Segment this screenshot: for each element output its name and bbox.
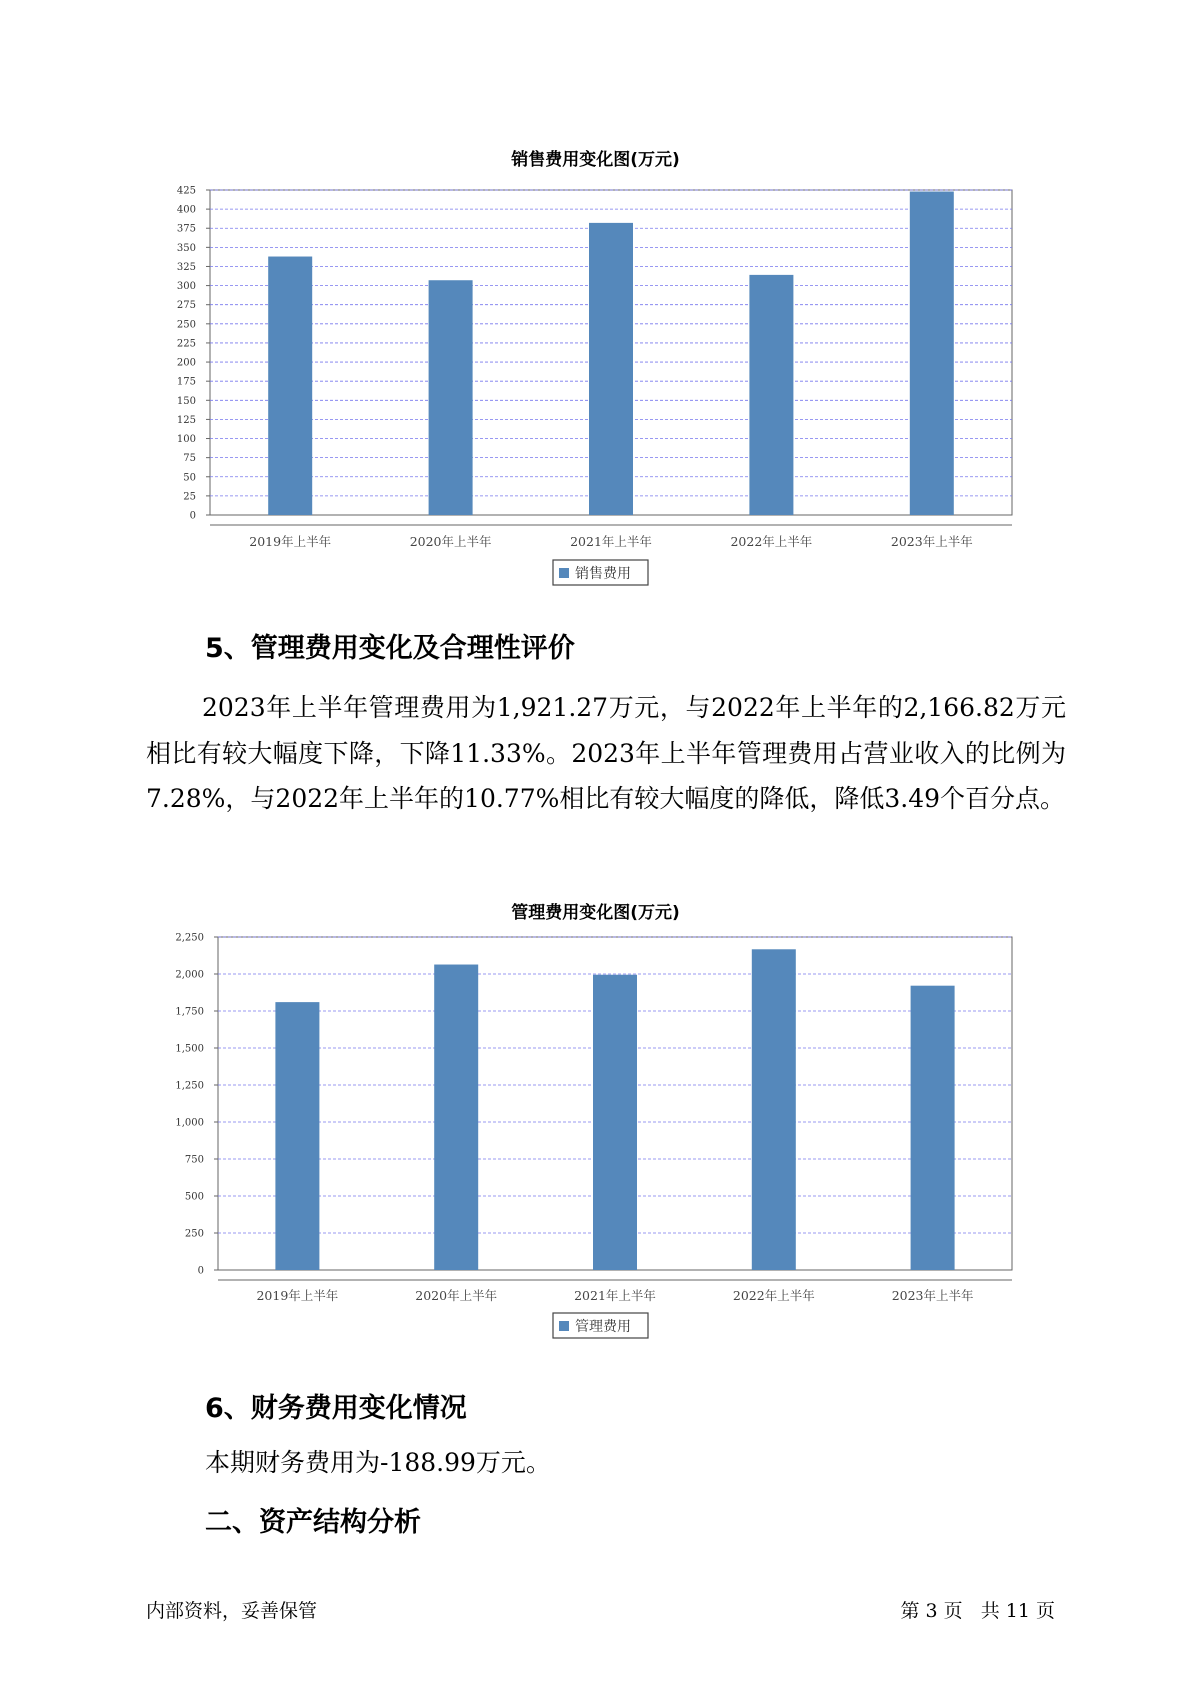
section-6-paragraph: 本期财务费用为-188.99万元。 bbox=[205, 1448, 551, 1477]
y-tick-label: 2,250 bbox=[175, 932, 204, 944]
admin-expense-chart bbox=[0, 930, 1191, 1350]
bar bbox=[752, 949, 796, 1270]
bar bbox=[434, 965, 478, 1270]
y-tick-label: 125 bbox=[176, 414, 196, 426]
y-tick-label: 1,750 bbox=[175, 1006, 204, 1018]
bar bbox=[593, 975, 637, 1270]
y-tick-label: 1,000 bbox=[175, 1117, 204, 1129]
footer-note: 内部资料，妥善保管 bbox=[146, 1600, 318, 1622]
x-tick-label: 2021年上半年 bbox=[574, 1288, 656, 1303]
x-tick-label: 2023年上半年 bbox=[890, 534, 973, 549]
y-tick-label: 1,250 bbox=[175, 1080, 204, 1092]
sales-expense-chart-title: 销售费用变化图(万元) bbox=[511, 150, 680, 170]
y-tick-label: 100 bbox=[176, 434, 196, 446]
y-tick-label: 350 bbox=[176, 242, 196, 254]
x-tick-label: 2023年上半年 bbox=[891, 1288, 974, 1303]
legend-label: 销售费用 bbox=[575, 566, 631, 582]
y-tick-label: 425 bbox=[176, 185, 196, 197]
y-tick-label: 175 bbox=[176, 376, 196, 388]
bar bbox=[429, 280, 473, 515]
x-tick-label: 2022年上半年 bbox=[730, 534, 813, 549]
y-tick-label: 75 bbox=[183, 453, 196, 465]
bar bbox=[275, 1002, 319, 1270]
x-tick-label: 2020年上半年 bbox=[415, 1288, 498, 1303]
y-tick-label: 250 bbox=[184, 1228, 204, 1240]
legend-swatch bbox=[559, 568, 569, 578]
y-tick-label: 1,500 bbox=[175, 1043, 204, 1055]
y-tick-label: 300 bbox=[176, 281, 196, 293]
y-tick-label: 150 bbox=[176, 395, 196, 407]
y-tick-label: 375 bbox=[176, 223, 196, 235]
section-two-heading: 二、资产结构分析 bbox=[205, 1507, 421, 1538]
y-tick-label: 50 bbox=[183, 472, 196, 484]
y-tick-label: 25 bbox=[183, 491, 196, 503]
admin-expense-chart-title: 管理费用变化图(万元) bbox=[511, 903, 680, 923]
x-tick-label: 2022年上半年 bbox=[732, 1288, 815, 1303]
y-tick-label: 400 bbox=[176, 204, 196, 216]
legend-swatch bbox=[559, 1321, 569, 1331]
bar bbox=[268, 257, 312, 515]
y-tick-label: 0 bbox=[197, 1265, 204, 1277]
y-tick-label: 250 bbox=[176, 319, 196, 331]
y-tick-label: 325 bbox=[176, 261, 196, 273]
bar bbox=[749, 275, 793, 515]
x-tick-label: 2019年上半年 bbox=[256, 1288, 339, 1303]
bar bbox=[910, 192, 954, 515]
sales-expense-chart bbox=[0, 185, 1191, 600]
legend-label: 管理费用 bbox=[575, 1319, 631, 1335]
page-number: 第 3 页 共 11 页 bbox=[900, 1600, 1055, 1622]
x-tick-label: 2020年上半年 bbox=[409, 534, 492, 549]
y-tick-label: 275 bbox=[176, 300, 196, 312]
x-tick-label: 2021年上半年 bbox=[570, 534, 652, 549]
y-tick-label: 750 bbox=[184, 1154, 204, 1166]
y-tick-label: 500 bbox=[184, 1191, 204, 1203]
bar bbox=[911, 986, 955, 1270]
y-tick-label: 200 bbox=[176, 357, 196, 369]
y-tick-label: 225 bbox=[176, 338, 196, 350]
section-5-paragraph: 2023年上半年管理费用为1,921.27万元，与2022年上半年的2,166.82万元相比有较大幅度下降，下降11.33%。2023年上半年管理费用占营业收入的比例为7.28%，与2022年上半年的10.77%相比有较大幅度的降低，降低3.49个百分点。 bbox=[146, 693, 1066, 813]
section-5-heading: 5、管理费用变化及合理性评价 bbox=[205, 633, 575, 664]
section-6-heading: 6、财务费用变化情况 bbox=[205, 1393, 467, 1424]
y-tick-label: 2,000 bbox=[175, 969, 204, 981]
x-tick-label: 2019年上半年 bbox=[249, 534, 332, 549]
bar bbox=[589, 223, 633, 515]
y-tick-label: 0 bbox=[189, 510, 196, 522]
